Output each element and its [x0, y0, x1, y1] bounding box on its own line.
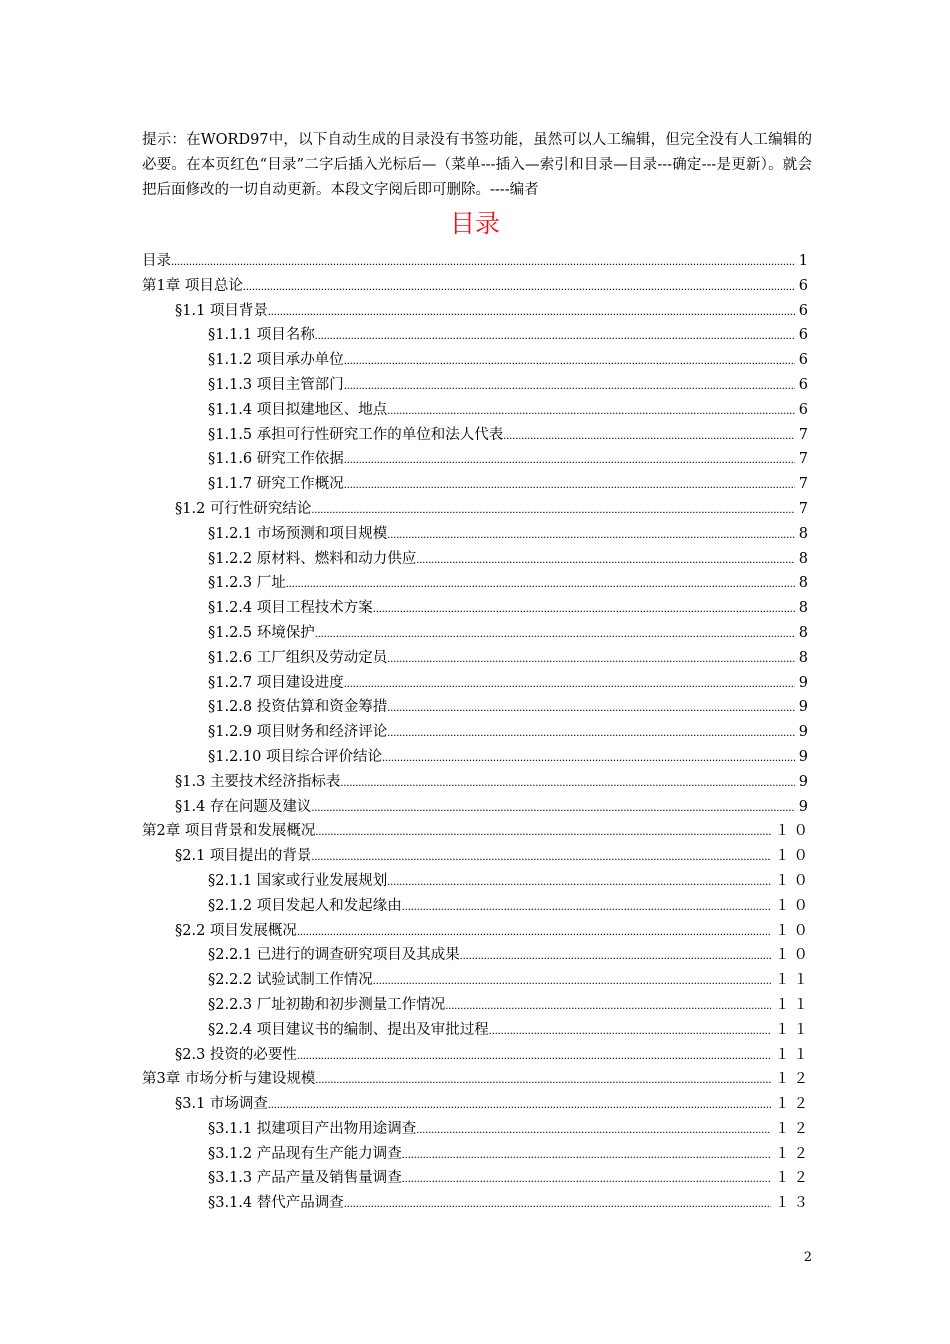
toc-dot-leader: [373, 596, 795, 621]
toc-entry-label: §1.1.4 项目拟建地区、地点: [208, 401, 388, 418]
toc-entry[interactable]: [142, 621, 812, 646]
toc-entry-page: 9: [798, 798, 812, 815]
toc-entry-page: 1: [798, 253, 812, 269]
toc-dot-leader: [387, 398, 795, 423]
toc-entry-page: 6: [798, 277, 812, 294]
toc-entry-label: §1.1.2 项目承办单位: [208, 352, 344, 369]
toc-entry-label: 目录: [142, 253, 171, 269]
toc-entry-page: 6: [798, 327, 812, 344]
toc-entry[interactable]: [142, 943, 812, 968]
toc-entry-label: 第1章 项目总论: [142, 277, 243, 294]
toc-dot-leader: [344, 472, 795, 497]
toc-dot-leader: [402, 1142, 771, 1167]
toc-entry[interactable]: [142, 497, 812, 522]
toc-entry-label: §1.1 项目背景: [175, 302, 268, 319]
toc-entry-label: §1.1.5 承担可行性研究工作的单位和法人代表: [208, 426, 504, 443]
toc-entry[interactable]: [142, 299, 812, 324]
toc-entry-label: §1.2.3 厂址: [208, 575, 286, 592]
toc-entry-page: 7: [798, 500, 812, 517]
toc-entry[interactable]: [142, 968, 812, 993]
toc-entry-page: １１: [775, 996, 812, 1013]
toc-entry-page: 7: [798, 451, 812, 468]
toc-entry-page: １２: [775, 1170, 812, 1187]
toc-entry-label: §2.3 投资的必要性: [175, 1046, 297, 1063]
toc-dot-leader: [387, 522, 795, 547]
toc-entry[interactable]: [142, 547, 812, 572]
toc-entry-label: §1.2.4 项目工程技术方案: [208, 600, 373, 617]
toc-entry-label: §2.2.4 项目建议书的编制、提出及审批过程: [208, 1021, 489, 1038]
toc-entry-label: 第3章 市场分析与建设规模: [142, 1071, 316, 1088]
toc-entry[interactable]: [142, 894, 812, 919]
toc-entry-page: 9: [798, 674, 812, 691]
toc-entry[interactable]: [142, 770, 812, 795]
toc-dot-leader: [297, 1043, 771, 1068]
toc-entry[interactable]: [142, 720, 812, 745]
toc-dot-leader: [315, 819, 771, 844]
toc-entry-page: 8: [798, 649, 812, 666]
toc-dot-leader: [387, 695, 795, 720]
toc-entry-label: §1.1.6 研究工作依据: [208, 451, 344, 468]
toc-entry[interactable]: [142, 844, 812, 869]
toc-entry-label: §3.1 市场调查: [175, 1096, 268, 1113]
toc-entry-label: §1.2.2 原材料、燃料和动力供应: [208, 550, 417, 567]
toc-entry-page: １１: [775, 1021, 812, 1038]
toc-dot-leader: [344, 447, 795, 472]
toc-entry[interactable]: [142, 795, 812, 820]
toc-entry-label: §1.1.1 项目名称: [208, 327, 315, 344]
toc-entry[interactable]: [142, 398, 812, 423]
toc-entry-label: §1.1.3 项目主管部门: [208, 376, 344, 393]
toc-entry[interactable]: [142, 571, 812, 596]
toc-dot-leader: [344, 1191, 771, 1216]
toc-entry-label: §1.2 可行性研究结论: [175, 500, 312, 517]
toc-entry-label: §2.2.2 试验试制工作情况: [208, 972, 373, 989]
toc-entry-page: １０: [775, 922, 812, 939]
toc-entry-label: §3.1.1 拟建项目产出物用途调查: [208, 1120, 417, 1137]
toc-dot-leader: [489, 1018, 771, 1043]
toc-title: 目录: [449, 209, 500, 238]
toc-dot-leader: [344, 373, 795, 398]
toc-entry[interactable]: [142, 646, 812, 671]
toc-dot-leader: [286, 571, 795, 596]
toc-entry-page: 6: [798, 401, 812, 418]
toc-entry-page: １０: [775, 848, 812, 865]
toc-entry[interactable]: [142, 671, 812, 696]
toc-entry-page: 8: [798, 550, 812, 567]
toc-dot-leader: [311, 844, 771, 869]
toc-entry[interactable]: [142, 447, 812, 472]
toc-entry-page: 9: [798, 773, 812, 790]
toc-dot-leader: [340, 770, 794, 795]
toc-entry-label: §1.2.10 项目综合评价结论: [208, 748, 382, 765]
toc-dot-leader: [268, 1092, 771, 1117]
toc-entry-label: §1.2.5 环境保护: [208, 624, 315, 641]
toc-entry[interactable]: [142, 472, 812, 497]
toc-entry-page: 8: [798, 575, 812, 592]
toc-dot-leader: [315, 323, 795, 348]
toc-dot-leader: [387, 869, 771, 894]
toc-entry[interactable]: [142, 1142, 812, 1167]
page-number: 2: [803, 1250, 812, 1265]
toc-dot-leader: [171, 249, 795, 274]
toc-dot-leader: [402, 894, 771, 919]
toc-entry-page: 7: [798, 426, 812, 443]
toc-dot-leader: [344, 671, 795, 696]
toc-entry[interactable]: [142, 423, 812, 448]
toc-entry-label: §2.2.3 厂址初勘和初步测量工作情况: [208, 996, 446, 1013]
toc-entry[interactable]: [142, 993, 812, 1018]
toc-dot-leader: [297, 919, 771, 944]
toc-dot-leader: [344, 348, 795, 373]
toc-dot-leader: [416, 1117, 771, 1142]
toc-entry[interactable]: [142, 274, 812, 299]
toc-entry-label: §1.2.8 投资估算和资金筹措: [208, 699, 388, 716]
toc-dot-leader: [373, 968, 771, 993]
toc-entry-label: §1.2.7 项目建设进度: [208, 674, 344, 691]
toc-entry-page: １２: [775, 1071, 812, 1088]
toc-entry-page: １１: [775, 1046, 812, 1063]
toc-dot-leader: [268, 299, 795, 324]
toc-entry-page: 8: [798, 600, 812, 617]
toc-entry-page: 9: [798, 724, 812, 741]
toc-entry-page: １１: [775, 972, 812, 989]
toc-entry-page: １０: [775, 872, 812, 889]
toc-dot-leader: [460, 943, 771, 968]
toc-entry-label: §3.1.3 产品产量及销售量调查: [208, 1170, 402, 1187]
toc-entry-page: 8: [798, 624, 812, 641]
toc-dot-leader: [311, 497, 794, 522]
toc-entry-label: §1.2.1 市场预测和项目规模: [208, 525, 388, 542]
toc-entry-label: 第2章 项目背景和发展概况: [142, 823, 316, 840]
toc-dot-leader: [315, 1067, 771, 1092]
toc-dot-leader: [243, 274, 795, 299]
toc-entry-label: §3.1.4 替代产品调查: [208, 1195, 344, 1212]
toc-entry-page: 6: [798, 302, 812, 319]
toc-entry-page: 8: [798, 525, 812, 542]
toc-entry[interactable]: [142, 323, 812, 348]
toc-dot-leader: [503, 423, 795, 448]
toc-entry-label: §1.2.9 项目财务和经济评论: [208, 724, 388, 741]
toc-entry[interactable]: [142, 522, 812, 547]
toc-entry[interactable]: [142, 596, 812, 621]
toc-entry[interactable]: [142, 1117, 812, 1142]
toc-entry-label: §1.1.7 研究工作概况: [208, 476, 344, 493]
toc-entry[interactable]: [142, 1018, 812, 1043]
toc-dot-leader: [387, 720, 795, 745]
table-of-contents: [142, 249, 812, 1216]
toc-entry[interactable]: [142, 1166, 812, 1191]
toc-entry[interactable]: [142, 1043, 812, 1068]
toc-entry-label: §1.4 存在问题及建议: [175, 798, 312, 815]
toc-entry-page: １２: [775, 1145, 812, 1162]
toc-entry-label: §2.1.2 项目发起人和发起缘由: [208, 897, 402, 914]
toc-entry[interactable]: [142, 695, 812, 720]
toc-dot-leader: [311, 795, 794, 820]
toc-entry-page: １０: [775, 947, 812, 964]
toc-dot-leader: [387, 646, 795, 671]
toc-dot-leader: [402, 1166, 771, 1191]
toc-entry[interactable]: [142, 1067, 812, 1092]
toc-dot-leader: [382, 745, 795, 770]
toc-entry-label: §2.1.1 国家或行业发展规划: [208, 872, 388, 889]
toc-entry[interactable]: [142, 819, 812, 844]
toc-entry[interactable]: [142, 1191, 812, 1216]
editor-note: 提示：在WORD97中，以下自动生成的目录没有书签功能，虽然可以人工编辑，但完全没有人工编辑的必要。在本页红色“目录”二字后插入光标后—（菜单---插入—索引和目录—目录---确定---是更新）。就会把后面修改的一切自动更新。本段文字阅后即可删除。----编者: [142, 132, 812, 198]
toc-entry-page: 9: [798, 748, 812, 765]
toc-entry-label: §1.2.6 工厂组织及劳动定员: [208, 649, 388, 666]
toc-dot-leader: [416, 547, 795, 572]
toc-entry-label: §2.1 项目提出的背景: [175, 848, 312, 865]
toc-entry-page: 6: [798, 376, 812, 393]
toc-entry-page: １３: [775, 1195, 812, 1212]
toc-entry-page: 9: [798, 699, 812, 716]
toc-entry-page: １０: [775, 823, 812, 840]
toc-entry-label: §3.1.2 产品现有生产能力调查: [208, 1145, 402, 1162]
toc-entry[interactable]: [142, 348, 812, 373]
toc-entry-page: １２: [775, 1096, 812, 1113]
toc-entry[interactable]: [142, 745, 812, 770]
toc-dot-leader: [315, 621, 795, 646]
toc-entry-label: §2.2.1 已进行的调查研究项目及其成果: [208, 947, 460, 964]
toc-entry[interactable]: [142, 869, 812, 894]
toc-dot-leader: [445, 993, 771, 1018]
toc-entry-label: §2.2 项目发展概况: [175, 922, 297, 939]
toc-entry[interactable]: [142, 249, 812, 274]
toc-entry-label: §1.3 主要技术经济指标表: [175, 773, 341, 790]
toc-entry[interactable]: [142, 919, 812, 944]
toc-entry-page: 7: [798, 476, 812, 493]
toc-entry-page: １０: [775, 897, 812, 914]
toc-entry-page: 6: [798, 352, 812, 369]
toc-entry[interactable]: [142, 1092, 812, 1117]
toc-entry-page: １２: [775, 1120, 812, 1137]
toc-entry[interactable]: [142, 373, 812, 398]
